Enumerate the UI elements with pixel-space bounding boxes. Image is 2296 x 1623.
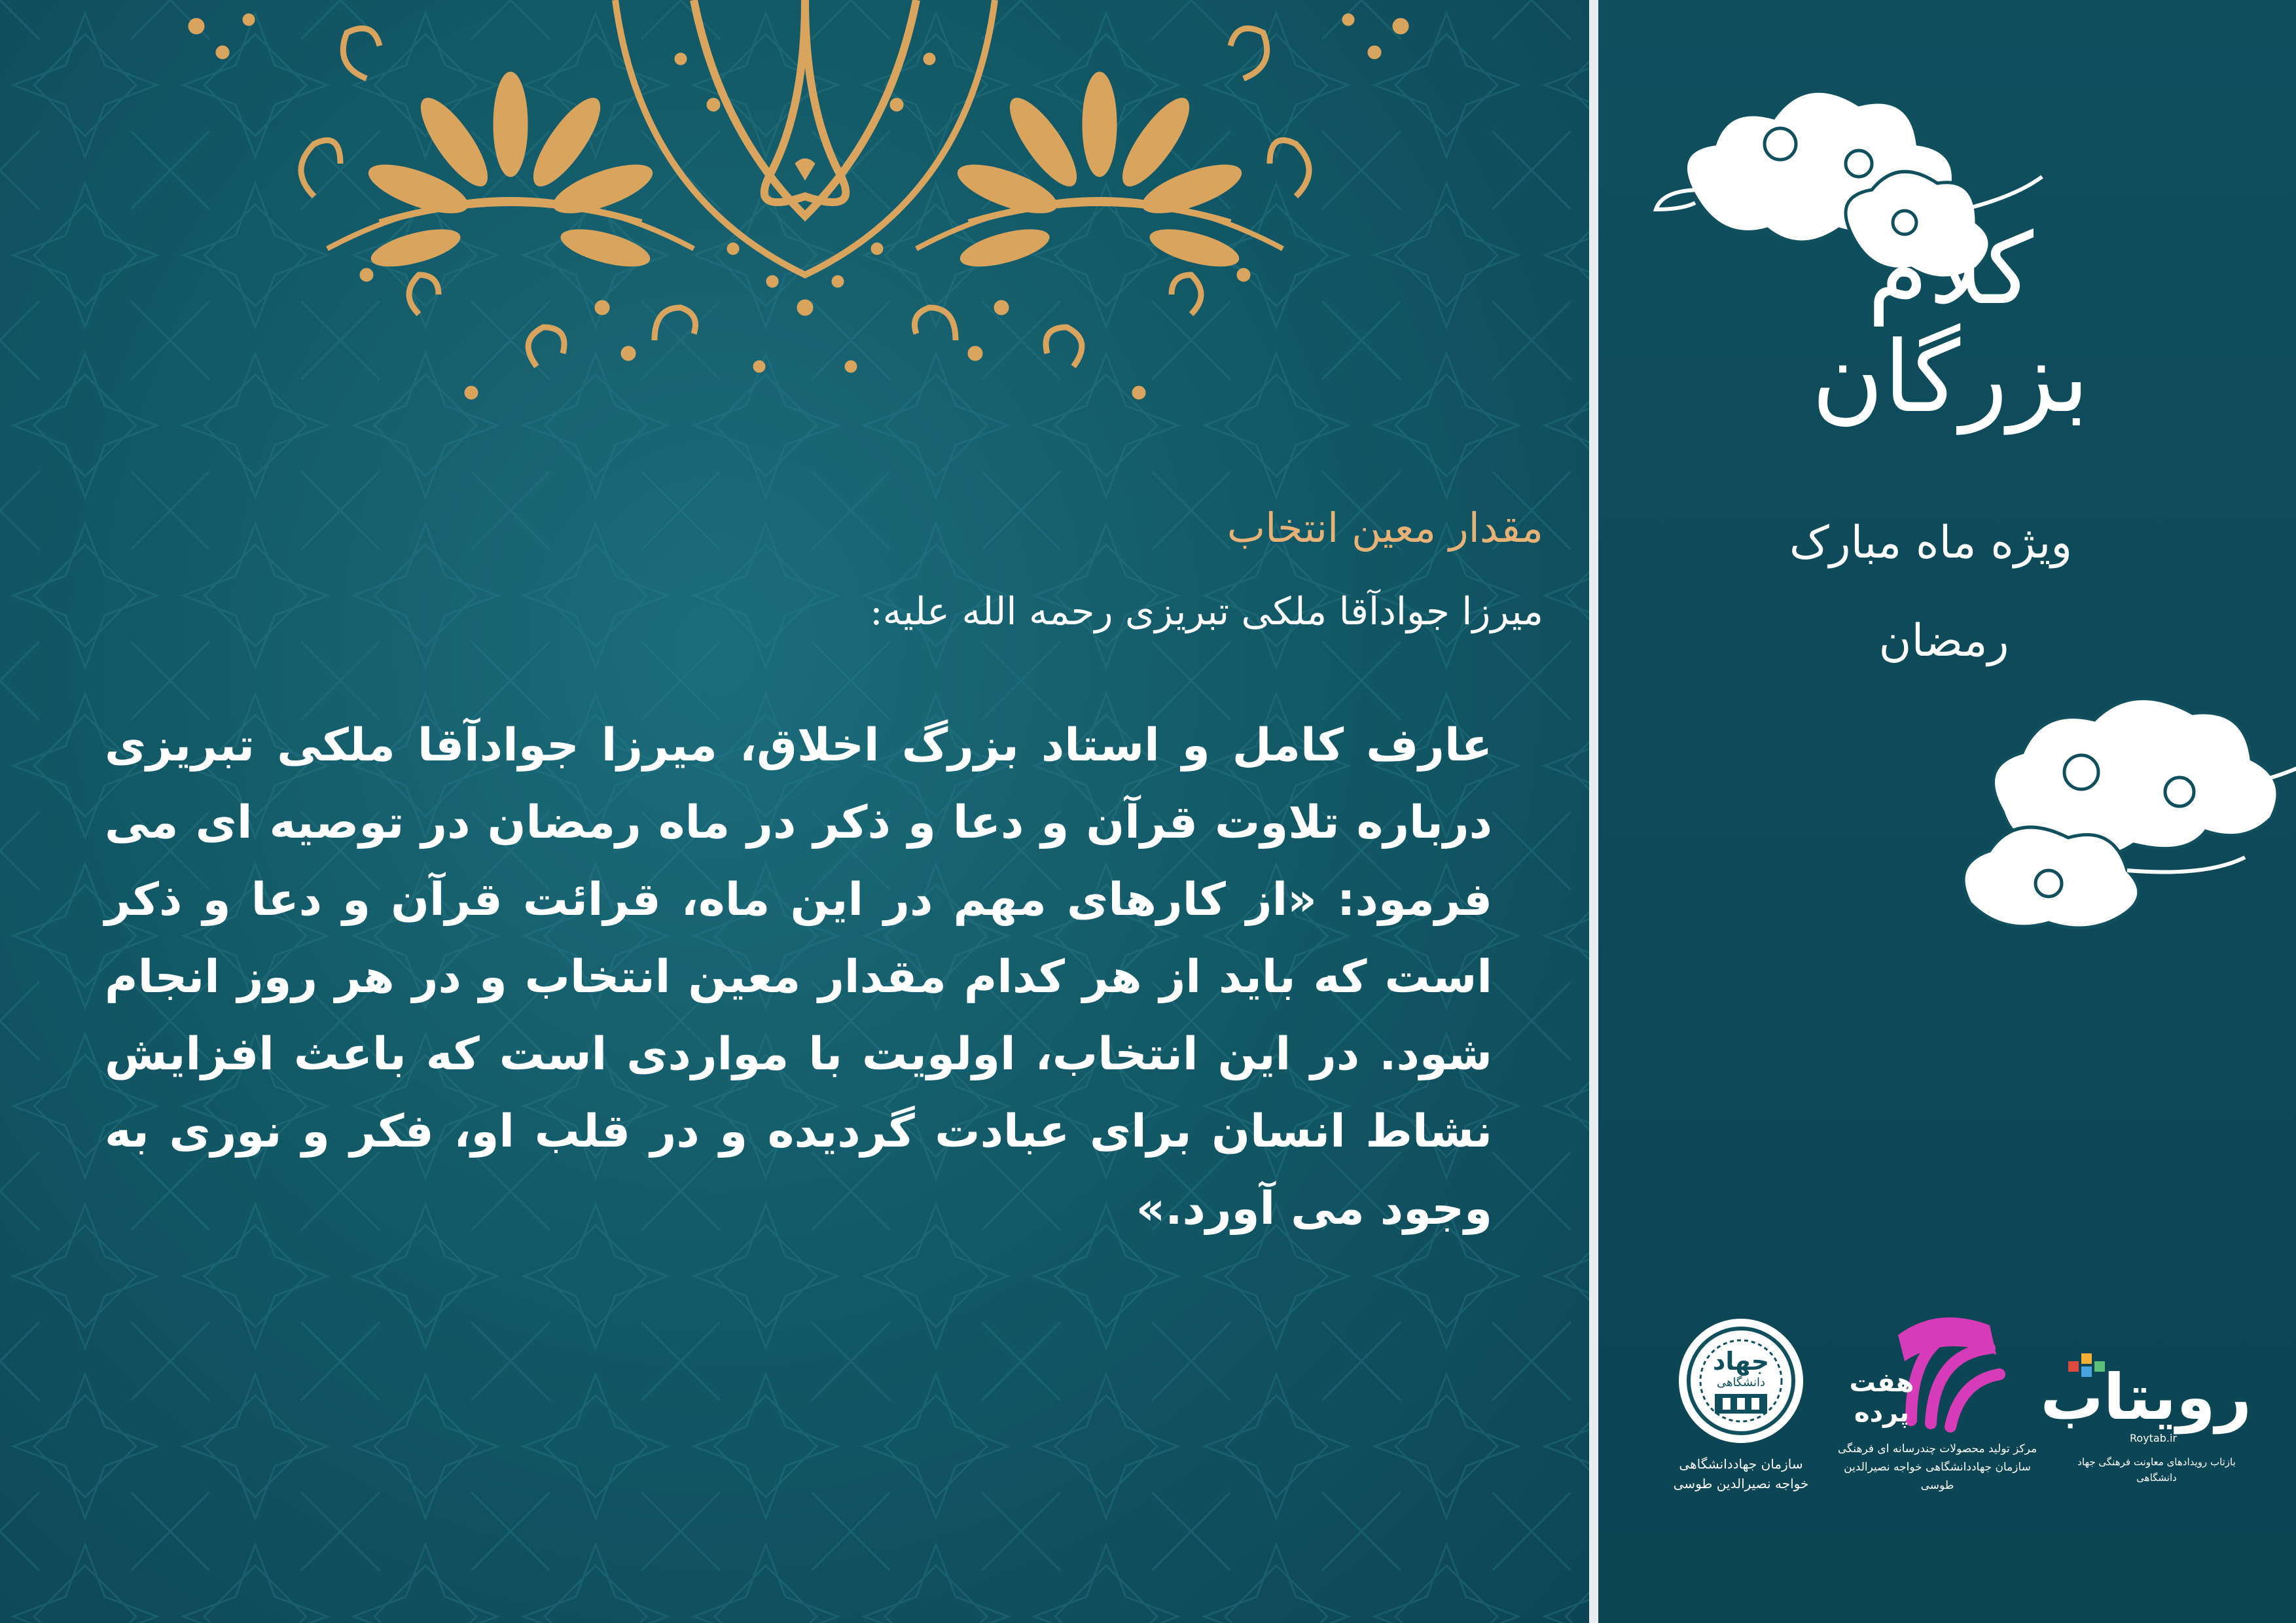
main-title: کلام بزرگان <box>1811 213 2090 435</box>
jahad-caption-line1: سازمان جهاددانشگاهی <box>1679 1456 1803 1472</box>
roytab-logo <box>2040 1348 2251 1446</box>
haft-pardeh-caption-line2: سازمان جهاددانشگاهی خواجه نصیرالدین طوسی <box>1844 1461 2031 1492</box>
jahad-logo-sub: دانشگاهی <box>1716 1376 1765 1389</box>
haft-pardeh-logo <box>1839 1309 2009 1440</box>
haft-pardeh-caption <box>1826 1440 2049 1495</box>
jahad-logo <box>1676 1315 1806 1446</box>
roytab-logo-name: رویتاب <box>2040 1361 2251 1434</box>
quote-body: عارف کامل و استاد بزرگ اخلاق، میرزا جوادآقا ملکی تبریزی درباره تلاوت قرآن و دعا و ذکر در ماه رمضان در توصیه ای می فرمود: «از کارهای مهم در این ماه، قرائت قرآن و دعا و ذکر است که باید از هر کدام مقدار معین انتخاب و در هر روز انجام شود. در این انتخاب، اولویت با مواردی است که باعث افزایش نشاط انسان برای عبادت گردیده و در قلب او، فکر و نوری به وجود می آورد.» <box>105 719 1492 1235</box>
tagline-line1: ویژه ماه مبارک <box>1789 517 2073 569</box>
haft-pardeh-caption-line1: مرکز تولید محصولات چندرسانه ای فرهنگی <box>1837 1442 2037 1455</box>
roytab-caption: بازتاب رویدادهای معاونت فرهنگی جهاد دانشگاهی <box>2077 1456 2236 1484</box>
quote-subtitle: مقدار معین انتخاب <box>1227 504 1543 552</box>
tagline-line2: رمضان <box>1878 615 2009 667</box>
jahad-logo-name: جهاد <box>1712 1347 1770 1376</box>
jahad-caption-line2: خواجه نصیرالدین طوسی <box>1673 1476 1809 1491</box>
quote-author: میرزا جوادآقا ملکی تبریزی رحمه الله علیه: <box>870 589 1543 633</box>
jahad-caption <box>1636 1454 1846 1493</box>
haft-pardeh-logo-name: هفت پرده <box>1849 1368 1914 1428</box>
roytab-url: Roytab.ir <box>2130 1432 2177 1444</box>
cloud-bottom-icon <box>1964 698 2278 928</box>
